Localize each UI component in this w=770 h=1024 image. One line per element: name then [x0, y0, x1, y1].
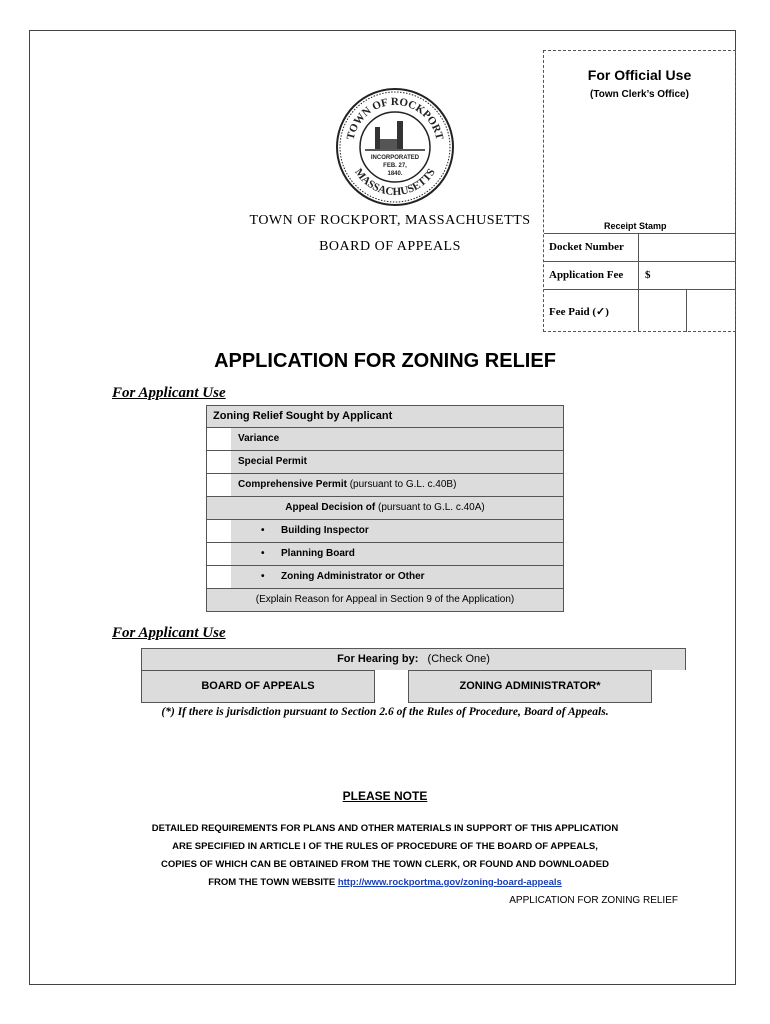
seal-center-line-1: INCORPORATED [370, 155, 420, 161]
hearing-table [141, 648, 686, 703]
bullet-icon: • [261, 571, 265, 582]
planning-board-row [207, 542, 563, 565]
hearing-label: For Hearing by: [337, 653, 419, 665]
footer-title: APPLICATION FOR ZONING RELIEF [509, 895, 678, 906]
svg-text:TOWN OF ROCKPORT [345, 96, 446, 142]
planning-board-checkbox[interactable] [207, 543, 232, 565]
docket-row [544, 233, 735, 261]
zoning-administrator-label: ZONING ADMINISTRATOR* [459, 680, 601, 692]
seal-bottom-text: MASSACHUSETTS [352, 166, 438, 199]
zoning-admin-row [207, 565, 563, 588]
official-use-subtitle: (Town Clerk’s Office) [590, 89, 689, 100]
zoning-admin-label [231, 566, 563, 588]
comprehensive-permit-checkbox[interactable] [207, 474, 232, 496]
note-line-1: DETAILED REQUIREMENTS FOR PLANS AND OTHER MATERIALS IN SUPPORT OF THIS APPLICATION [151, 823, 619, 834]
page-title: APPLICATION FOR ZONING RELIEF [214, 350, 556, 372]
seal-top-text: TOWN OF ROCKPORT [344, 95, 446, 142]
building-inspector-text: Building Inspector [281, 525, 369, 536]
comprehensive-permit-row [207, 473, 563, 496]
docket-input[interactable] [638, 234, 735, 261]
seal-center-line-3: 1840. [387, 171, 403, 177]
zoning-administrator-checkbox[interactable] [651, 670, 686, 703]
board-of-appeals-label: BOARD OF APPEALS [201, 680, 315, 692]
note-line-4 [0, 877, 770, 888]
comprehensive-permit-label [231, 474, 563, 496]
fee-input[interactable] [638, 262, 735, 289]
appeal-decision-name: Appeal Decision of [285, 502, 376, 513]
explain-label: (Explain Reason for Appeal in Section 9 of the Application) [207, 589, 563, 611]
receipt-stamp-label: Receipt Stamp [604, 221, 667, 231]
hearing-header-row [142, 649, 685, 671]
zoning-admin-text: Zoning Administrator or Other [281, 571, 425, 582]
planning-board-label [231, 543, 563, 565]
note-line-4-prefix: FROM THE TOWN WEBSITE [208, 877, 338, 888]
town-website-link[interactable]: http://www.rockportma.gov/zoning-board-appeals [337, 877, 562, 888]
comprehensive-permit-name: Comprehensive Permit [238, 479, 347, 490]
building-inspector-row [207, 519, 563, 542]
planning-board-text: Planning Board [281, 548, 355, 559]
appeal-decision-note: (pursuant to G.L. c.40A) [375, 502, 485, 513]
appeal-decision-label [207, 497, 563, 519]
bullet-icon: • [261, 548, 265, 559]
official-use-title: For Official Use [587, 67, 692, 83]
docket-label: Docket Number [549, 241, 624, 253]
note-line-2: ARE SPECIFIED IN ARTICLE I OF THE RULES OF PROCEDURE OF THE BOARD OF APPEALS, [172, 841, 598, 852]
building-inspector-label [231, 520, 563, 542]
special-permit-row [207, 450, 563, 473]
jurisdiction-footnote: (*) If there is jurisdiction pursuant to Section 2.6 of the Rules of Procedure, Board of Appeals. [161, 706, 609, 718]
special-permit-label: Special Permit [231, 451, 563, 473]
fee-value: $ [645, 269, 651, 281]
fee-paid-label: Fee Paid (✓) [549, 306, 609, 318]
town-seal [335, 87, 455, 207]
explain-row [207, 588, 563, 611]
board-of-appeals-checkbox[interactable] [374, 670, 409, 703]
bullet-icon: • [261, 525, 265, 536]
seal-center-line-2: FEB. 27, [383, 163, 407, 169]
zoning-table-header: Zoning Relief Sought by Applicant [207, 406, 563, 427]
variance-label: Variance [231, 428, 563, 450]
zoning-relief-table [206, 405, 564, 612]
special-permit-checkbox[interactable] [207, 451, 232, 473]
variance-row [207, 427, 563, 450]
official-use-box [543, 50, 736, 332]
fee-row [544, 261, 735, 289]
building-inspector-checkbox[interactable] [207, 520, 232, 542]
variance-checkbox[interactable] [207, 428, 232, 450]
note-line-3: COPIES OF WHICH CAN BE OBTAINED FROM THE TOWN CLERK, OR FOUND AND DOWNLOADED [161, 859, 609, 870]
town-name: TOWN OF ROCKPORT, MASSACHUSETTS [249, 213, 531, 228]
zoning-admin-checkbox[interactable] [207, 566, 232, 588]
fee-paid-row [544, 289, 735, 332]
zoning-table-header-row [207, 406, 563, 427]
comprehensive-permit-note: (pursuant to G.L. c.40B) [346, 479, 457, 490]
applicant-use-heading-1: For Applicant Use [112, 385, 226, 401]
board-name: BOARD OF APPEALS [319, 239, 461, 254]
fee-paid-checkbox[interactable] [638, 290, 687, 332]
please-note-heading: PLEASE NOTE [342, 789, 428, 803]
fee-label: Application Fee [549, 269, 624, 281]
appeal-decision-row [207, 496, 563, 519]
applicant-use-heading-2: For Applicant Use [112, 625, 226, 641]
hearing-check-note: (Check One) [427, 653, 490, 665]
